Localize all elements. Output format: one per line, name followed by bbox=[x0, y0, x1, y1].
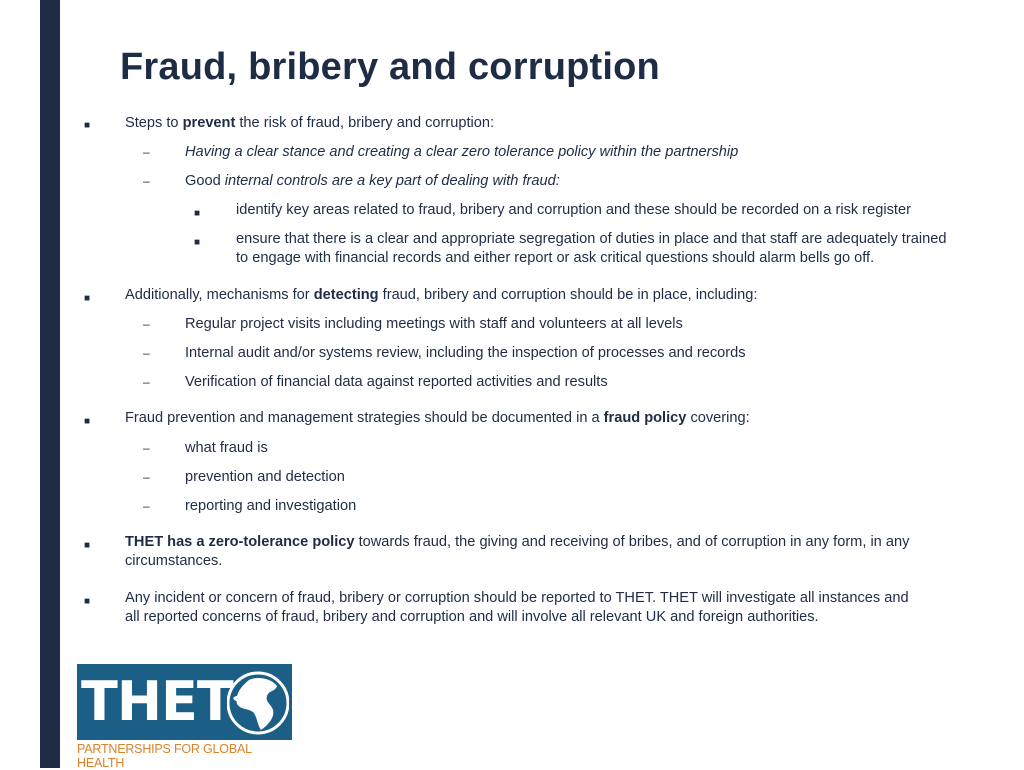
section-reporting-line2: all reported concerns of fraud, bribery and corruption and will involve all relevant UK and foreign authorities. bbox=[125, 609, 819, 625]
zero-tolerance-keyword: THET has a zero-tolerance policy bbox=[125, 534, 355, 550]
bullet-dash: – bbox=[143, 346, 150, 360]
controls-item-risk-register: identify key areas related to fraud, bribery and corruption and these should be recorded on a risk register bbox=[236, 202, 911, 218]
prevent-item-stance: Having a clear stance and creating a clear zero tolerance policy within the partnership bbox=[185, 144, 739, 160]
policy-item: reporting and investigation bbox=[185, 498, 357, 514]
detect-item: Regular project visits including meetings with staff and volunteers at all levels bbox=[185, 316, 683, 332]
detect-item: Internal audit and/or systems review, including the inspection of processes and records bbox=[185, 345, 746, 361]
bullet-square: ■ bbox=[84, 293, 91, 304]
bullet-dash: – bbox=[143, 470, 150, 484]
fraud-policy-keyword: fraud policy bbox=[603, 410, 687, 426]
bullet-square: ■ bbox=[84, 416, 91, 427]
policy-item: what fraud is bbox=[185, 440, 268, 456]
prevent-item-controls: Good internal controls are a key part of dealing with fraud: bbox=[185, 173, 560, 189]
prevent-keyword: prevent bbox=[182, 115, 236, 131]
thet-logo bbox=[77, 664, 292, 770]
controls-item-segregation-line1: ensure that there is a clear and appropriate segregation of duties in place and that staff are adequately trained bbox=[236, 231, 947, 247]
policy-item: prevention and detection bbox=[185, 469, 345, 485]
globe-icon bbox=[227, 668, 289, 738]
bullet-square: ■ bbox=[84, 120, 91, 131]
logo-wordmark: THET bbox=[81, 670, 233, 733]
slide-title: Fraud, bribery and corruption bbox=[120, 46, 660, 88]
bullet-dash: – bbox=[143, 441, 150, 455]
section-zero-tolerance-line1: THET has a zero-tolerance policy towards fraud, the giving and receiving of bribes, and of corruption in any form, in any bbox=[125, 534, 910, 550]
bullet-dash: – bbox=[143, 174, 150, 188]
bullet-dash: – bbox=[143, 145, 150, 159]
bullet-dash: – bbox=[143, 375, 150, 389]
section-prevent-intro: Steps to prevent the risk of fraud, bribery and corruption: bbox=[125, 115, 495, 131]
bullet-dash: – bbox=[143, 499, 150, 513]
section-reporting-line1: Any incident or concern of fraud, bribery or corruption should be reported to THET. THET will investigate all instances and bbox=[125, 590, 909, 606]
detecting-keyword: detecting bbox=[313, 287, 379, 303]
logo-tagline: PARTNERSHIPS FOR GLOBAL HEALTH bbox=[77, 742, 252, 770]
controls-item-segregation-line2: to engage with financial records and either report or ask critical questions should alarm bells go off. bbox=[236, 250, 875, 266]
bullet-square: ■ bbox=[84, 596, 91, 607]
bullet-square: ■ bbox=[194, 208, 201, 219]
detect-item: Verification of financial data against reported activities and results bbox=[185, 374, 608, 390]
section-zero-tolerance-line2: circumstances. bbox=[125, 553, 223, 569]
section-detect-intro: Additionally, mechanisms for detecting fraud, bribery and corruption should be in place, including: bbox=[125, 287, 758, 303]
bullet-dash: – bbox=[143, 317, 150, 331]
section-fraud-policy-intro: Fraud prevention and management strategies should be documented in a fraud policy covering: bbox=[125, 410, 750, 426]
bullet-square: ■ bbox=[84, 540, 91, 551]
logo-background bbox=[77, 664, 292, 740]
bullet-square: ■ bbox=[194, 237, 201, 248]
